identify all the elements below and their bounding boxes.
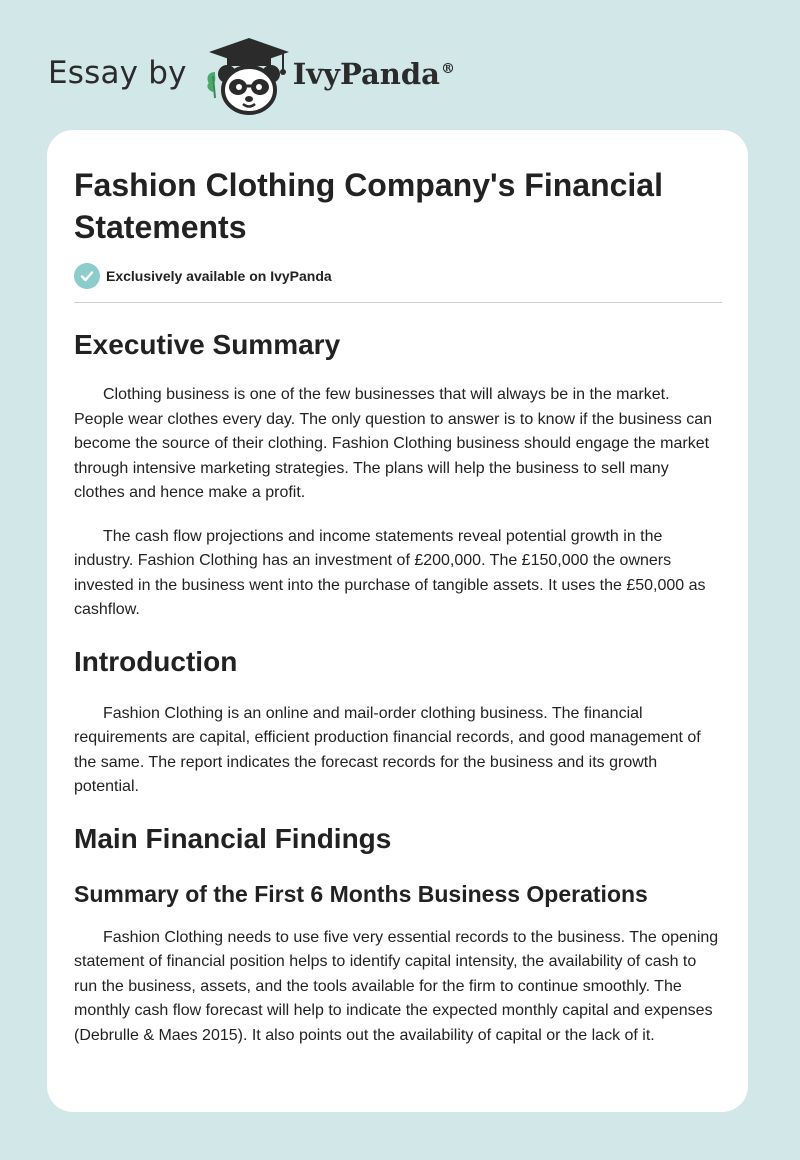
- section-main-financial-findings: [74, 821, 722, 1049]
- section-heading: Executive Summary: [74, 329, 341, 360]
- registered-mark: ®: [440, 61, 455, 78]
- paragraph: Fashion Clothing is an online and mail-order clothing business. The financial requirements are capital, efficient production financial records, and good management of the same. The report indicates the forecast records for the business and its growth potential.: [74, 704, 701, 795]
- exclusive-label: Exclusively available on IvyPanda: [106, 268, 332, 284]
- paragraph: The cash flow projections and income statements reveal potential growth in the industry. Fashion Clothing has an investment of £200,000. The £150,000 the owners invested in the business went into the purchase of tangible assets. It uses the £50,000 as cashflow.: [74, 527, 706, 618]
- section-executive-summary: [74, 327, 722, 623]
- exclusive-badge: [74, 262, 722, 290]
- panda-graduate-logo-icon[interactable]: [201, 36, 297, 116]
- section-heading: Introduction: [74, 645, 238, 677]
- section-introduction: [74, 644, 722, 800]
- subsection-heading: Summary of the First 6 Months Business Operations: [74, 880, 648, 907]
- article-card: [47, 130, 748, 1112]
- paragraph: Clothing business is one of the few businesses that will always be in the market. People wear clothes every day. The only question to answer is to know if the business can become the source of their clothing. Fashion Clothing business should engage the market through intensive marketing strategies. The plans will help the business to sell many clothes and hence make a profit.: [74, 386, 712, 501]
- title-divider: [74, 302, 722, 303]
- brand-name[interactable]: IvyPanda®: [292, 57, 455, 91]
- article-title: Fashion Clothing Company's Financial Statements: [74, 167, 663, 245]
- site-header: [48, 36, 455, 116]
- essay-by-label: Essay by: [48, 55, 187, 91]
- check-circle-icon: [74, 263, 100, 289]
- paragraph: Fashion Clothing needs to use five very essential records to the business. The opening statement of financial position helps to identify capital intensity, the availability of cash to run the business, assets, and the tools available for the firm to continue smoothly. The monthly cash flow forecast will help to indicate the expected monthly capital and expenses (Debrulle & Maes 2015). It also points out the availability of capital or the lack of it.: [74, 928, 719, 1044]
- section-heading: Main Financial Findings: [74, 822, 392, 854]
